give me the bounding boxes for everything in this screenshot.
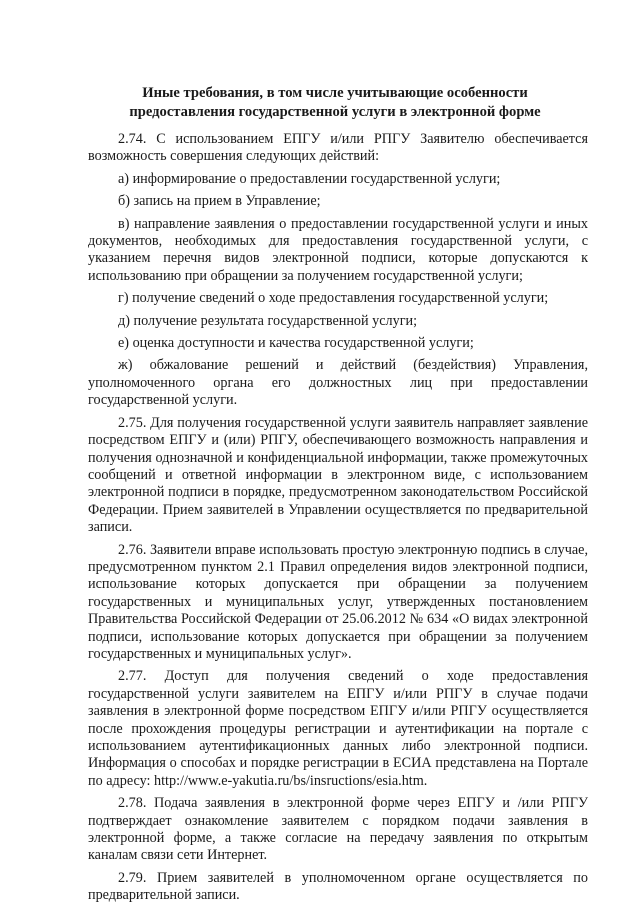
paragraph-2-75: 2.75. Для получения государственной услуги заявитель направляет заявление посредством ЕПГУ и (или) РПГУ, обеспечивающего возможность направления и получения однозначной и конфиденциальной информации, также промежуточных сообщений и ответной информации в электронном виде, с использованием электронной подписи в порядке, предусмотренном законодательством Российской Федерации. Прием заявителей в Управлении осуществляется по предварительной записи. [88, 414, 588, 536]
list-item-e: е) оценка доступности и качества государственной услуги; [118, 335, 474, 352]
section-title-line-1: Иные требования, в том числе учитывающие особенности [142, 85, 528, 101]
paragraph-2-77: 2.77. Доступ для получения сведений о ходе предоставления государственной услуги заявителем на ЕПГУ и/или РПГУ в случае подачи заявления в электронной форме посредством ЕПГУ и/или РПГУ осуществляется после прохождения процедуры регистрации и аутентификации на портале с использованием аутентификационных данных либо электронной подписи. Информация о способах и порядке регистрации в ЕСИА представлена на Портале по адресу: http://www.e-yakutia.ru/bs/insructions/esia.htm. [88, 668, 588, 789]
list-item-d: д) получение результата государственной услуги; [118, 312, 418, 329]
list-item-v: в) направление заявления о предоставлении государственной услуги и иных документов, необходимых для предоставления государственной услуги, с указанием перечня видов электронной подписи, которые допускаются к использованию при обращении за получением государственной услуги; [88, 215, 588, 284]
list-item-zh: ж) обжалование решений и действий (бездействия) Управления, уполномоченного органа его должностных лиц при предоставлении государственной услуги. [88, 357, 588, 409]
section-title-line-2: предоставления государственной услуги в электронной форме [129, 104, 541, 120]
paragraph-2-74: 2.74. С использованием ЕПГУ и/или РПГУ Заявителю обеспечивается возможность совершения следующих действий: [88, 131, 588, 165]
list-item-g: г) получение сведений о ходе предоставления государственной услуги; [118, 290, 549, 307]
list-item-a: а) информирование о предоставлении государственной услуги; [118, 170, 501, 187]
document-body [88, 131, 588, 905]
section-title [90, 84, 580, 122]
paragraph-2-76: 2.76. Заявители вправе использовать простую электронную подпись в случае, предусмотренном пунктом 2.1 Правил определения видов электронной подписи, использование которых допускается при обращении за получением государственных и муниципальных услуг, утвержденных постановлением Правительства Российской Федерации от 25.06.2012 № 634 «О видах электронной подписи, использование которых допускается при обращении за получением государственных и муниципальных услуг». [88, 541, 588, 662]
paragraph-2-78: 2.78. Подача заявления в электронной форме через ЕПГУ и /или РПГУ подтверждает ознакомление заявителем с порядком подачи заявления в электронной форме, а также согласие на передачу заявления по открытым каналам связи сети Интернет. [88, 795, 588, 864]
list-item-b: б) запись на прием в Управление; [118, 193, 321, 210]
paragraph-2-79: 2.79. Прием заявителей в уполномоченном органе осуществляется по предварительной записи. [88, 869, 588, 904]
